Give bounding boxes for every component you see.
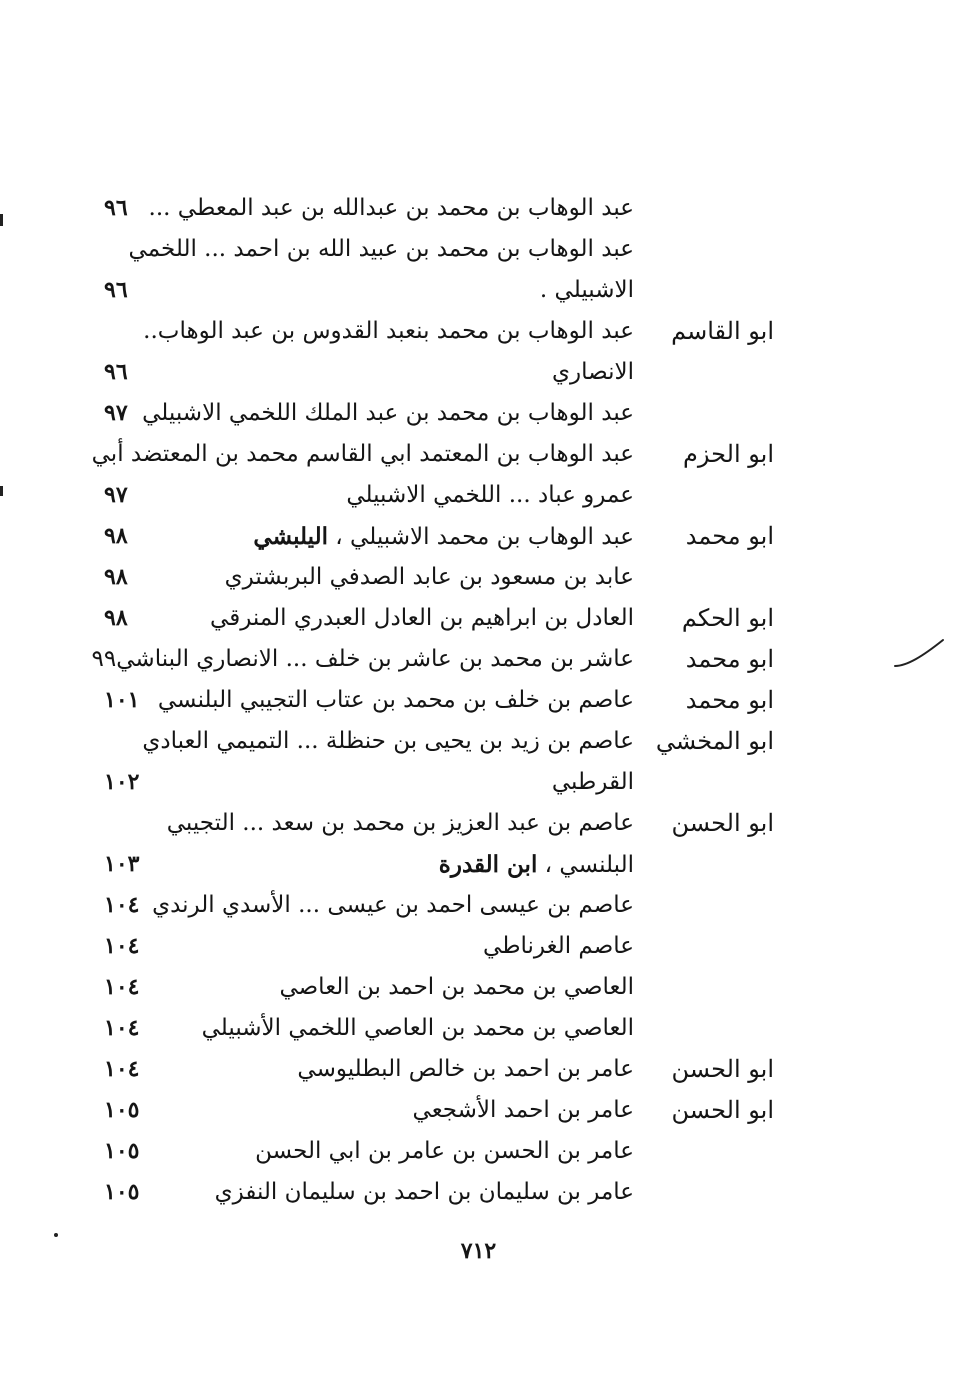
kunya: ابو الحزم — [683, 440, 774, 468]
page-ref: ١٠٣ — [104, 851, 140, 877]
entry-name: العاصي بن محمد بن احمد بن العاصي — [279, 974, 634, 1000]
index-entry — [0, 885, 957, 926]
index-entry — [0, 229, 957, 270]
kunya: ابو الحكم — [681, 604, 774, 632]
index-entry — [0, 352, 957, 393]
page-ref: ٩٦ — [104, 195, 128, 221]
entry-name: عامر بن الحسن بن عامر بن ابي الحسن — [255, 1138, 634, 1164]
page-number: ٧١٢ — [460, 1238, 497, 1264]
index-entry — [0, 639, 957, 680]
index-list — [0, 188, 957, 1213]
kunya: ابو المخشي — [655, 727, 774, 755]
page-ref: ١٠٢ — [104, 769, 140, 795]
kunya: ابو القاسم — [671, 317, 774, 345]
index-entry — [0, 844, 957, 885]
page-ref: ٩٨ — [104, 605, 128, 631]
index-entry — [0, 434, 957, 475]
index-entry — [0, 557, 957, 598]
page-ref: ٩٧ — [104, 400, 128, 426]
kunya: ابو محمد — [685, 645, 774, 673]
kunya: ابو محمد — [685, 522, 774, 550]
entry-name: العاصي بن محمد بن العاصي اللخمي الأشبيلي — [201, 1015, 634, 1041]
index-entry — [0, 188, 957, 229]
entry-name: عامر بن سليمان بن احمد بن سليمان النفزي — [214, 1179, 634, 1205]
entry-name — [154, 516, 634, 558]
index-entry — [0, 967, 957, 1008]
index-entry — [0, 393, 957, 434]
page-ref: ٩٨ — [104, 523, 128, 549]
index-entry — [0, 803, 957, 844]
entry-name: عاشر بن محمد بن عاشر بن خلف ... الانصاري البناشي٩٩ — [91, 646, 634, 672]
scan-speck — [54, 1233, 58, 1237]
index-entry — [0, 516, 957, 557]
page-ref: ١٠٤ — [104, 1015, 140, 1041]
page-ref: ١٠٤ — [104, 1056, 140, 1082]
entry-name: عاصم بن عيسى احمد بن عيسى ... الأسدي الرندي — [152, 892, 634, 918]
entry-name: عامر بن احمد بن خالص البطليوسي — [297, 1056, 634, 1082]
index-entry — [0, 680, 957, 721]
index-entry — [0, 721, 957, 762]
page-ref: ١٠٤ — [104, 933, 140, 959]
entry-name: العادل بن ابراهيم بن العادل العبدري المنرقي — [210, 605, 634, 631]
entry-name: عمرو عباد ... اللخمي الاشبيلي — [346, 482, 634, 508]
page-ref: ١٠٤ — [104, 974, 140, 1000]
index-entry — [0, 1049, 957, 1090]
index-entry — [0, 311, 957, 352]
kunya: ابو الحسن — [671, 1096, 774, 1124]
entry-name: عبد الوهاب بن محمد بن عبدالله بن عبد المعطي ... — [148, 195, 634, 221]
entry-name: عبد الوهاب بن محمد بنعبد القدوس بن عبد الوهاب.. — [143, 318, 634, 344]
entry-name-text: عبد الوهاب بن محمد الاشبيلي ، — [328, 524, 634, 550]
entry-name-bold: اليلبشي — [253, 523, 328, 550]
index-entry — [0, 270, 957, 311]
index-entry — [0, 598, 957, 639]
page-ref: ٩٨ — [104, 564, 128, 590]
margin-pen-stroke — [893, 638, 945, 670]
kunya: ابو محمد — [685, 686, 774, 714]
page-ref: ٩٦ — [104, 277, 128, 303]
entry-name-text: البلنسي ، — [537, 852, 634, 878]
entry-name: عابد بن مسعود بن عابد الصدفي البربشتري — [224, 564, 634, 590]
index-entry — [0, 1008, 957, 1049]
entry-name: الانصاري — [552, 359, 634, 385]
page-ref: ١٠٤ — [104, 892, 140, 918]
entry-name: عاصم بن عبد العزيز بن محمد بن سعد ... التجيبي — [166, 810, 634, 836]
page-ref: ٩٦ — [104, 359, 128, 385]
entry-name: عبد الوهاب بن محمد بن عبيد الله بن احمد ... اللخمي — [128, 236, 634, 262]
entry-name: عاصم بن زيد بن يحيى بن حنظلة ... التميمي العبادي — [142, 728, 634, 754]
page-ref: ١٠١ — [104, 687, 140, 713]
entry-name — [154, 844, 634, 886]
index-entry — [0, 926, 957, 967]
page-ref: ١٠٥ — [104, 1179, 140, 1205]
index-entry — [0, 1131, 957, 1172]
entry-name-bold: ابن القدرة — [438, 851, 538, 878]
page-ref: ١٠٥ — [104, 1097, 140, 1123]
index-entry — [0, 1172, 957, 1213]
entry-name: عبد الوهاب بن المعتمد ابي القاسم محمد بن المعتضد أبي — [91, 441, 634, 467]
entry-name: الاشبيلي . — [539, 277, 634, 303]
entry-name: عاصم بن خلف بن محمد بن عتاب التجيبي البلنسي — [157, 687, 634, 713]
page-ref: ٩٧ — [104, 482, 128, 508]
index-entry — [0, 1090, 957, 1131]
entry-name: عبد الوهاب بن محمد بن عبد الملك اللخمي الاشبيلي — [142, 400, 634, 426]
entry-name: عامر بن احمد الأشجعي — [412, 1097, 634, 1123]
page-ref: ١٠٥ — [104, 1138, 140, 1164]
entry-name: القرطبي — [551, 769, 634, 795]
scan-speck — [0, 486, 3, 496]
kunya: ابو الحسن — [671, 809, 774, 837]
index-entry — [0, 762, 957, 803]
scan-speck — [0, 214, 3, 226]
index-entry — [0, 475, 957, 516]
kunya: ابو الحسن — [671, 1055, 774, 1083]
entry-name: عاصم الغرناطي — [483, 933, 634, 959]
